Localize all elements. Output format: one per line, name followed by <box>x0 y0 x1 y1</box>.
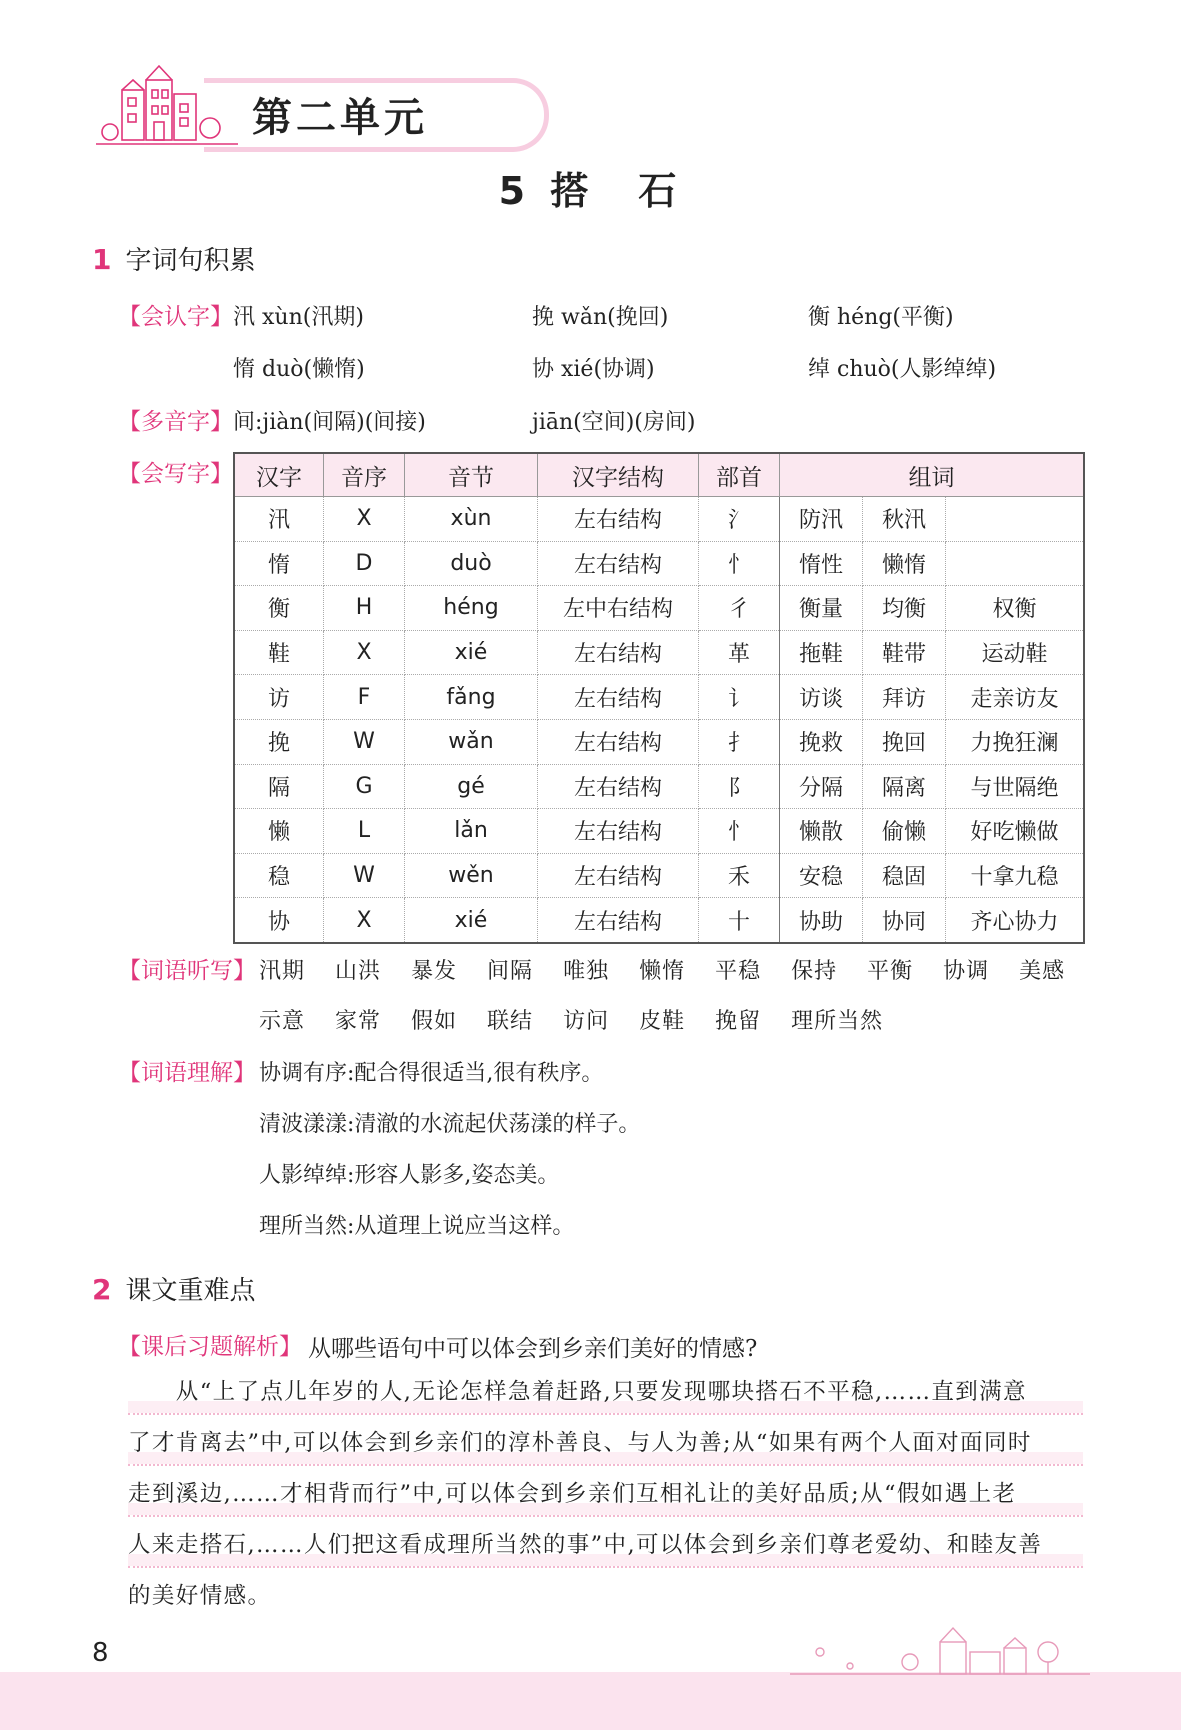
cell-zuci-2: 秋汛 <box>863 497 946 542</box>
cell-yinjie: héng <box>405 586 538 631</box>
duoyinzi-tag: 【多音字】 <box>118 409 233 435</box>
tingxie-word: 理所当然 <box>791 1009 884 1034</box>
cell-zuci-3: 齐心协力 <box>946 898 1085 943</box>
table-header-row <box>234 453 1084 497</box>
tingxie-word: 间隔 <box>487 959 534 984</box>
cell-zuci-1: 分隔 <box>780 764 863 809</box>
cell-hanzi: 访 <box>234 675 324 720</box>
cell-zuci-3: 力挽狂澜 <box>946 719 1085 764</box>
duoyinzi-line-1: 间:jiàn(间隔)(间接) <box>233 410 426 435</box>
cell-zuci-1: 挽救 <box>780 719 863 764</box>
cell-hanzi: 汛 <box>234 497 324 542</box>
cell-jiegou: 左中右结构 <box>538 586 699 631</box>
cell-zuci-1: 衡量 <box>780 586 863 631</box>
lijie-item: 协调有序:配合得很适当,很有秩序。 <box>259 1061 604 1086</box>
cell-hanzi: 懒 <box>234 809 324 854</box>
cell-zuci-3: 十拿九稳 <box>946 853 1085 898</box>
huixiezi-table <box>233 452 1085 944</box>
huirenzi-tag: 【会认字】 <box>118 304 233 330</box>
cell-yinjie: gé <box>405 764 538 809</box>
huirenzi-item: 挽 wǎn(挽回) <box>532 305 669 330</box>
header-yinxu: 音序 <box>324 453 405 497</box>
tingxie-tag: 【词语听写】 <box>118 958 256 984</box>
cell-bushou: 忄 <box>699 541 780 586</box>
tingxie-word: 汛期 <box>259 959 306 984</box>
huirenzi-item: 衡 héng(平衡) <box>808 305 954 330</box>
huirenzi-item: 惰 duò(懒惰) <box>233 357 365 382</box>
table-row <box>234 630 1084 675</box>
table-row <box>234 541 1084 586</box>
tingxie-word: 家常 <box>335 1009 382 1034</box>
lijie-item: 人影绰绰:形容人影多,姿态美。 <box>259 1163 560 1188</box>
cell-zuci-2: 均衡 <box>863 586 946 631</box>
cell-zuci-3 <box>946 497 1085 542</box>
jiexi-line: 的美好情感。 <box>128 1583 272 1609</box>
cell-yinxu: W <box>324 719 405 764</box>
header-zuci: 组词 <box>780 453 1085 497</box>
table-row <box>234 764 1084 809</box>
cell-jiegou: 左右结构 <box>538 675 699 720</box>
cell-yinjie: xié <box>405 898 538 943</box>
table-row <box>234 719 1084 764</box>
tingxie-word: 协调 <box>943 959 990 984</box>
cell-yinjie: xùn <box>405 497 538 542</box>
cell-jiegou: 左右结构 <box>538 809 699 854</box>
cell-zuci-3: 好吃懒做 <box>946 809 1085 854</box>
tingxie-line-2 <box>259 1004 913 1035</box>
table-row <box>234 675 1084 720</box>
tingxie-word: 美感 <box>1019 959 1066 984</box>
tingxie-word: 暴发 <box>411 959 458 984</box>
cell-yinxu: H <box>324 586 405 631</box>
cell-bushou: 彳 <box>699 586 780 631</box>
jiexi-line: 走到溪边,……才相背而行”中,可以体会到乡亲们互相礼让的美好品质;从“假如遇上老 <box>128 1473 1083 1517</box>
table-row <box>234 898 1084 943</box>
tingxie-word: 示意 <box>259 1009 306 1034</box>
jiexi-question: 从哪些语句中可以体会到乡亲们美好的情感? <box>308 1336 758 1362</box>
section-2-heading <box>92 1270 256 1307</box>
tingxie-word: 皮鞋 <box>639 1009 686 1034</box>
unit-banner <box>92 62 462 154</box>
cell-zuci-2: 拜访 <box>863 675 946 720</box>
header-yinjie: 音节 <box>405 453 538 497</box>
section-1-heading <box>92 240 256 277</box>
tingxie-word: 平稳 <box>715 959 762 984</box>
tingxie-line-1 <box>259 954 1095 985</box>
lesson-title: 5 搭 石 <box>498 169 683 213</box>
table-row <box>234 586 1084 631</box>
cell-zuci-2: 挽回 <box>863 719 946 764</box>
cell-yinxu: F <box>324 675 405 720</box>
duoyinzi-line-2: jiān(空间)(房间) <box>532 410 696 435</box>
huirenzi-item: 协 xié(协调) <box>532 357 655 382</box>
cell-hanzi: 衡 <box>234 586 324 631</box>
cell-zuci-1: 访谈 <box>780 675 863 720</box>
cell-zuci-2: 隔离 <box>863 764 946 809</box>
cell-jiegou: 左右结构 <box>538 719 699 764</box>
section-1-number: 1 <box>92 243 112 276</box>
cell-yinjie: lǎn <box>405 809 538 854</box>
cell-zuci-2: 协同 <box>863 898 946 943</box>
tingxie-word: 保持 <box>791 959 838 984</box>
cell-bushou: 阝 <box>699 764 780 809</box>
cell-yinxu: X <box>324 630 405 675</box>
tingxie-word: 假如 <box>411 1009 458 1034</box>
section-2-title: 课文重难点 <box>125 1276 256 1306</box>
cell-bushou: 革 <box>699 630 780 675</box>
unit-title: 第二单元 <box>252 95 428 141</box>
cell-zuci-1: 防汛 <box>780 497 863 542</box>
cell-yinxu: X <box>324 898 405 943</box>
cell-zuci-1: 拖鞋 <box>780 630 863 675</box>
tingxie-word: 访问 <box>563 1009 610 1034</box>
cell-zuci-3 <box>946 541 1085 586</box>
cell-yinjie: xié <box>405 630 538 675</box>
cell-yinjie: fǎng <box>405 675 538 720</box>
cell-yinxu: G <box>324 764 405 809</box>
cell-bushou: 氵 <box>699 497 780 542</box>
header-hanzi: 汉字 <box>234 453 324 497</box>
cell-jiegou: 左右结构 <box>538 853 699 898</box>
tingxie-word: 联结 <box>487 1009 534 1034</box>
huirenzi-item: 汛 xùn(汛期) <box>233 305 364 330</box>
cell-jiegou: 左右结构 <box>538 497 699 542</box>
cell-hanzi: 鞋 <box>234 630 324 675</box>
cell-zuci-3: 与世隔绝 <box>946 764 1085 809</box>
cell-zuci-3: 权衡 <box>946 586 1085 631</box>
lijie-item: 理所当然:从道理上说应当这样。 <box>259 1214 575 1239</box>
cell-hanzi: 稳 <box>234 853 324 898</box>
tingxie-word: 懒惰 <box>639 959 686 984</box>
tingxie-word: 挽留 <box>715 1009 762 1034</box>
cell-zuci-2: 懒惰 <box>863 541 946 586</box>
cell-zuci-1: 惰性 <box>780 541 863 586</box>
cell-yinxu: L <box>324 809 405 854</box>
cell-zuci-2: 稳固 <box>863 853 946 898</box>
cell-zuci-2: 鞋带 <box>863 630 946 675</box>
header-bushou: 部首 <box>699 453 780 497</box>
cell-zuci-1: 懒散 <box>780 809 863 854</box>
cell-jiegou: 左右结构 <box>538 764 699 809</box>
section-2-number: 2 <box>92 1273 112 1306</box>
tingxie-word: 平衡 <box>867 959 914 984</box>
cell-hanzi: 协 <box>234 898 324 943</box>
cell-bushou: 扌 <box>699 719 780 764</box>
cell-hanzi: 隔 <box>234 764 324 809</box>
cell-hanzi: 挽 <box>234 719 324 764</box>
jiexi-line: 了才肯离去”中,可以体会到乡亲们的淳朴善良、与人为善;从“如果有两个人面对面同时 <box>128 1422 1083 1466</box>
castle-icon <box>92 62 242 154</box>
footer-town-icon <box>790 1612 1090 1682</box>
cell-zuci-2: 偷懒 <box>863 809 946 854</box>
cell-bushou: 十 <box>699 898 780 943</box>
cell-yinjie: duò <box>405 541 538 586</box>
cell-yinjie: wěn <box>405 853 538 898</box>
cell-hanzi: 惰 <box>234 541 324 586</box>
cell-zuci-1: 安稳 <box>780 853 863 898</box>
cell-jiegou: 左右结构 <box>538 898 699 943</box>
cell-zuci-3: 运动鞋 <box>946 630 1085 675</box>
huixiezi-tag: 【会写字】 <box>118 461 233 487</box>
table-row <box>234 853 1084 898</box>
table-row <box>234 497 1084 542</box>
jiexi-line: 人来走搭石,……人们把这看成理所当然的事”中,可以体会到乡亲们尊老爱幼、和睦友善 <box>128 1524 1083 1568</box>
cell-yinxu: D <box>324 541 405 586</box>
table-row <box>234 809 1084 854</box>
lijie-item: 清波漾漾:清澈的水流起伏荡漾的样子。 <box>259 1112 641 1137</box>
jiexi-tag: 【课后习题解析】 <box>118 1334 302 1360</box>
cell-yinjie: wǎn <box>405 719 538 764</box>
cell-yinxu: W <box>324 853 405 898</box>
header-jiegou: 汉字结构 <box>538 453 699 497</box>
lijie-tag: 【词语理解】 <box>118 1060 256 1086</box>
cell-bushou: 禾 <box>699 853 780 898</box>
cell-zuci-3: 走亲访友 <box>946 675 1085 720</box>
cell-jiegou: 左右结构 <box>538 541 699 586</box>
section-1-title: 字词句积累 <box>125 246 256 276</box>
cell-bushou: 讠 <box>699 675 780 720</box>
cell-bushou: 忄 <box>699 809 780 854</box>
tingxie-word: 山洪 <box>335 959 382 984</box>
cell-zuci-1: 协助 <box>780 898 863 943</box>
cell-jiegou: 左右结构 <box>538 630 699 675</box>
tingxie-word: 唯独 <box>563 959 610 984</box>
page-number: 8 <box>92 1638 109 1668</box>
jiexi-line: 从“上了点儿年岁的人,无论怎样急着赶路,只要发现哪块搭石不平稳,……直到满意 <box>128 1371 1083 1415</box>
cell-yinxu: X <box>324 497 405 542</box>
huirenzi-item: 绰 chuò(人影绰绰) <box>808 357 997 382</box>
